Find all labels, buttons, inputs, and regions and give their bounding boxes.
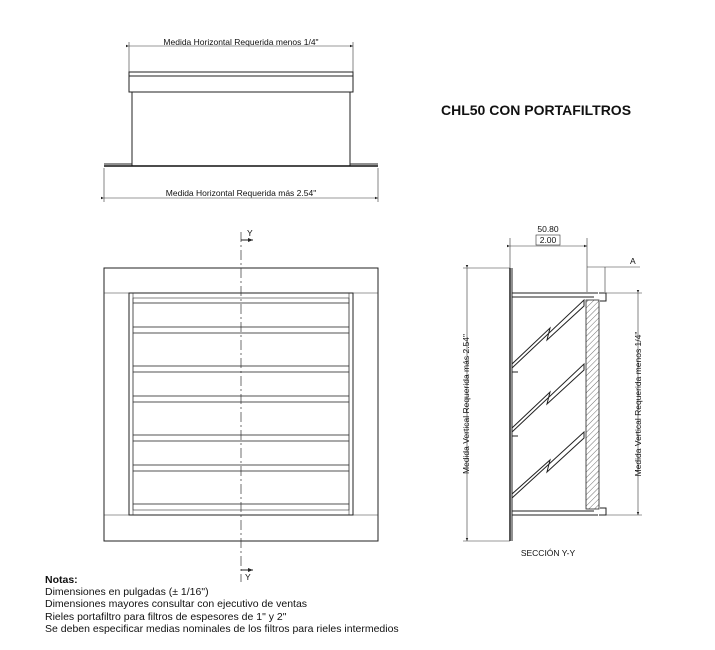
- top-horizontal-dimension: Medida Horizontal Requerida menos 1/4": [163, 37, 319, 47]
- section-label: SECCIÓN Y-Y: [520, 548, 576, 558]
- depth-dimension-in: 2.00: [539, 235, 557, 245]
- notes-heading: Notas:: [45, 574, 78, 586]
- section-view: [461, 224, 643, 558]
- section-axis-bottom: Y: [245, 572, 251, 582]
- section-axis-top: Y: [247, 228, 253, 238]
- top-view: [104, 37, 378, 202]
- note-item: Dimensiones en pulgadas (± 1/16"): [45, 586, 209, 599]
- note-item: Dimensiones mayores consultar con ejecutivo de ventas: [45, 598, 308, 611]
- note-item: Se deben especificar medias nominales de los filtros para rieles intermedios: [45, 622, 399, 635]
- right-vertical-dimension: Medida Vertical Requerida menos 1/4": [633, 331, 643, 477]
- bottom-horizontal-dimension: Medida Horizontal Requerida más 2.54": [165, 188, 317, 198]
- notes-block: [45, 574, 399, 635]
- drawing-title: CHL50 CON PORTAFILTROS: [441, 102, 632, 118]
- left-vertical-dimension: Medida Vertical Requerida más 2.54": [461, 333, 471, 475]
- depth-dimension-mm: 50.80: [537, 224, 559, 234]
- detail-label: A: [630, 256, 636, 266]
- front-view: [104, 228, 378, 582]
- note-item: Rieles portafiltro para filtros de espesores de 1" y 2": [45, 610, 287, 623]
